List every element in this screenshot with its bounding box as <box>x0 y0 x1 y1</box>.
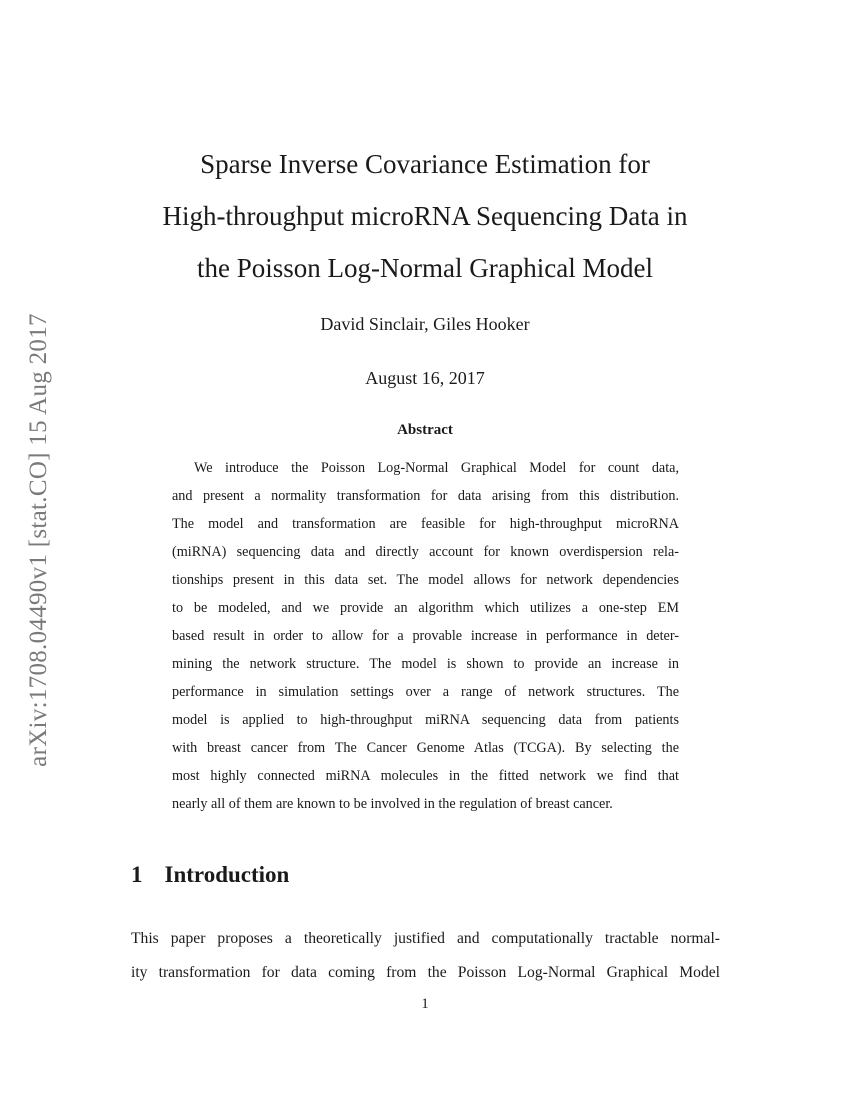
abstract-line: to be modeled, and we provide an algorithm which utilizes a one-step EM <box>172 600 679 616</box>
page-number: 1 <box>421 996 429 1012</box>
title-line: Sparse Inverse Covariance Estimation for <box>200 149 650 179</box>
abstract-body <box>172 454 679 818</box>
introduction-paragraph <box>131 922 720 990</box>
abstract-line: The model and transformation are feasible for high-throughput microRNA <box>172 516 679 532</box>
abstract-line: based result in order to allow for a provable increase in performance in deter- <box>172 628 679 644</box>
abstract-line: mining the network structure. The model is shown to provide an increase in <box>172 656 679 672</box>
paragraph-line: This paper proposes a theoretically justified and computationally tractable normal- <box>131 930 720 947</box>
section-heading <box>131 862 289 888</box>
paper-title <box>100 138 750 294</box>
abstract-line: We introduce the Poisson Log-Normal Graphical Model for count data, <box>194 460 679 476</box>
paragraph-line: ity transformation for data coming from the Poisson Log-Normal Graphical Model <box>131 964 720 981</box>
arxiv-identifier-stamp <box>19 280 59 800</box>
publication-date: August 16, 2017 <box>365 368 485 388</box>
abstract-line: most highly connected miRNA molecules in the fitted network we find that <box>172 768 679 784</box>
title-line: the Poisson Log-Normal Graphical Model <box>197 253 653 283</box>
section-number: 1 <box>131 862 143 887</box>
abstract-line: model is applied to high-throughput miRNA sequencing data from patients <box>172 712 679 728</box>
abstract-line: with breast cancer from The Cancer Genome Atlas (TCGA). By selecting the <box>172 740 679 756</box>
abstract-line: (miRNA) sequencing data and directly account for known overdispersion rela- <box>172 544 679 560</box>
section-title: Introduction <box>164 862 290 887</box>
abstract-line: tionships present in this data set. The model allows for network dependencies <box>172 572 679 588</box>
abstract-line: and present a normality transformation for data arising from this distribution. <box>172 488 679 504</box>
abstract-heading: Abstract <box>397 422 453 438</box>
abstract-line: performance in simulation settings over a range of network structures. The <box>172 684 679 700</box>
arxiv-identifier-text: arXiv:1708.04490v1 [stat.CO] 15 Aug 2017 <box>25 313 53 767</box>
title-line: High-throughput microRNA Sequencing Data in <box>162 201 688 231</box>
abstract-line: nearly all of them are known to be involved in the regulation of breast cancer. <box>172 796 613 812</box>
author-list: David Sinclair, Giles Hooker <box>320 314 530 334</box>
